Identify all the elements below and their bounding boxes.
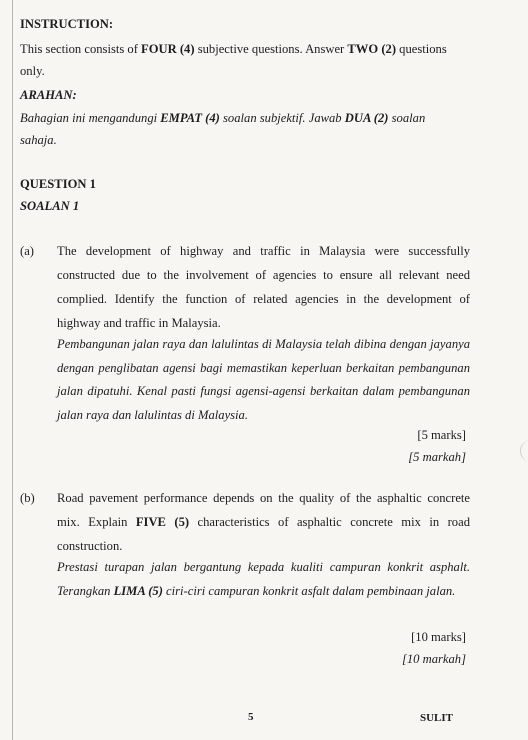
part-b-question-en-2: characteristics of asphaltic concrete mix in road construction. bbox=[57, 515, 470, 553]
instruction-text-en bbox=[20, 41, 447, 57]
part-b-count-en: FIVE (5) bbox=[135, 515, 190, 529]
page-number: 5 bbox=[248, 711, 254, 723]
instruction-heading: INSTRUCTION: bbox=[20, 17, 114, 31]
instruction-text-my-2: soalan subjektif. Jawab bbox=[219, 111, 345, 125]
instruction-text-en-line2: only. bbox=[20, 64, 45, 78]
part-a-marks: [5 marks] bbox=[417, 428, 466, 442]
instruction-text-my-1: Bahagian ini mengandungi bbox=[20, 111, 161, 125]
part-b-question-my bbox=[57, 556, 470, 603]
question-heading-my: SOALAN 1 bbox=[20, 199, 80, 213]
scan-edge-mark bbox=[520, 440, 528, 462]
part-b-question-en bbox=[57, 486, 470, 558]
instruction-count-en: FOUR (4) bbox=[141, 42, 195, 56]
instruction-count-my: EMPAT (4) bbox=[160, 111, 220, 125]
part-b-question-my-1: Prestasi turapan jalan bergantung kepada kualiti campuran konkrit asphalt. Terangkan bbox=[57, 560, 470, 598]
part-a-marks-my: [5 markah] bbox=[408, 450, 466, 464]
part-b-marks: [10 marks] bbox=[411, 630, 466, 644]
part-b-count-my: LIMA (5) bbox=[113, 583, 163, 598]
classification-label: SULIT bbox=[420, 712, 454, 724]
instruction-answer-count-my: DUA (2) bbox=[344, 111, 389, 125]
part-a-question-en: The development of highway and traffic in Malaysia were successfully constructed due to the involvement of agencies to ensure all relevant need complied. Identify the function of related agencies in the development of highway and traffic in Malaysia. bbox=[57, 244, 470, 330]
part-b-question-en-1: Road pavement performance depends on the quality of the asphaltic concrete mix. Explain bbox=[57, 491, 470, 529]
instruction-text-my-line2: sahaja. bbox=[20, 133, 57, 147]
part-b-label: (b) bbox=[20, 491, 35, 505]
part-b-marks-my: [10 markah] bbox=[401, 652, 466, 666]
instruction-text-en-1: This section consists of bbox=[20, 42, 142, 56]
instruction-text-en-3: questions bbox=[396, 42, 447, 56]
instruction-heading-my: ARAHAN: bbox=[20, 88, 77, 102]
instruction-text-en-2: subjective questions. Answer bbox=[194, 42, 348, 56]
part-a-question-my: Pembangunan jalan raya dan lalulintas di Malaysia telah dibina dengan jayanya dengan penglibatan agensi bagi memastikan keperluan berkaitan pembangunan jalan dipatuhi. Kenal pasti fungsi agensi-agensi berkaitan dalam pembangunan jalan raya dan lalulintas di Malaysia. bbox=[57, 337, 470, 422]
part-b-question-my-2: ciri-ciri campuran konkrit asfalt dalam pembinaan jalan. bbox=[162, 583, 456, 598]
part-a-label: (a) bbox=[20, 244, 34, 258]
instruction-answer-count-en: TWO (2) bbox=[347, 42, 397, 56]
instruction-text-my-3: soalan bbox=[388, 111, 426, 125]
instruction-text-my bbox=[20, 110, 425, 126]
question-heading: QUESTION 1 bbox=[20, 177, 96, 191]
margin-rule bbox=[12, 0, 13, 740]
